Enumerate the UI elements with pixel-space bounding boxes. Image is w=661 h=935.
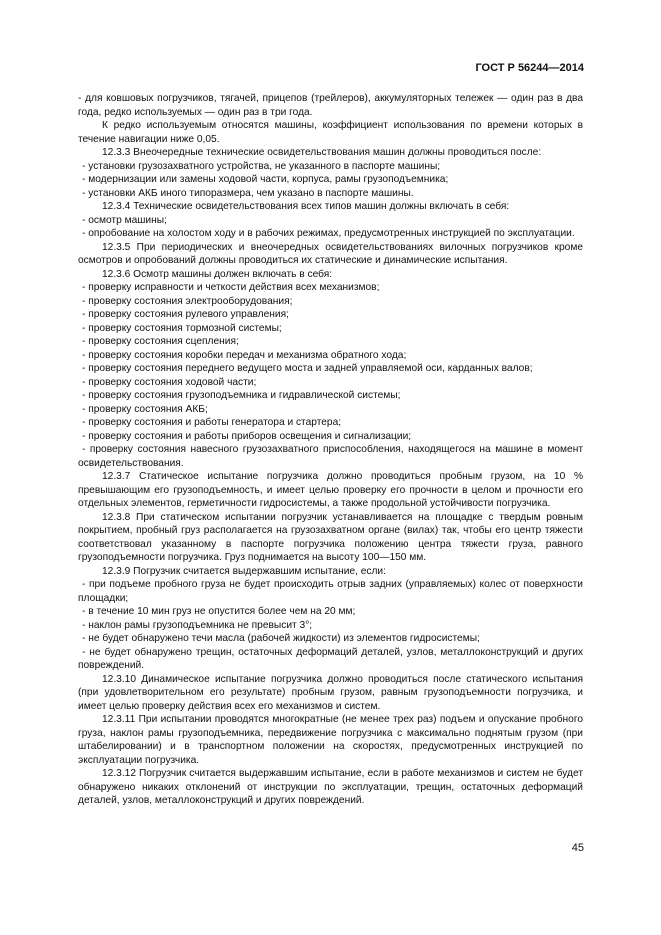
paragraph: - проверку состояния и работы приборов освещения и сигнализации; [82, 430, 412, 442]
paragraph: - не будет обнаружено течи масла (рабочей жидкости) из элементов гидросистемы; [82, 633, 480, 644]
paragraph: - для ковшовых погрузчиков, тягачей, прицепов (трейлеров), аккумуляторных тележек — один раз в два года, редко используемых — один раз в три года. [78, 93, 583, 118]
paragraph: - при подъеме пробного груза не будет происходить отрыв задних (управляемых) колес от поверхности площадки; [78, 579, 583, 604]
paragraph: - не будет обнаружено трещин, остаточных деформаций деталей, узлов, металлоконструкций и других повреждений. [78, 646, 583, 671]
paragraph: 12.3.5 При периодических и внеочередных освидетельствованиях вилочных погрузчиков кроме осмотров и опробований должны проводиться их статические и динамические испытания. [78, 241, 583, 266]
paragraph: - опробование на холостом ходу и в рабочих режимах, предусмотренных инструкцией по эксплуатации. [82, 228, 575, 239]
paragraph: 12.3.8 При статическом испытании погрузчик устанавливается на площадке с твердым ровным покрытием, пробный груз располагается на грузозахватном органе (вилах) так, чтобы его центр тяжести соответствовал указанному в паспорте погрузчика положению центра тяжести груза, равного грузоподъемности погрузчика. Груз поднимается на высоту 100—150 мм. [78, 511, 583, 563]
paragraph: - проверку состояния и работы генератора и стартера; [82, 417, 342, 428]
paragraph: - проверку состояния рулевого управления; [82, 309, 289, 320]
paragraph: - в течение 10 мин груз не опустится более чем на 20 мм; [82, 606, 356, 617]
paragraph: К редко используемым относятся машины, коэффициент использования по времени которых в течение навигации ниже 0,05. [78, 120, 583, 145]
paragraph: 12.3.7 Статическое испытание погрузчика должно проводиться пробным грузом, на 10 % превышающим его грузоподъемность, и имеет целью проверку его прочности в целом и прочности его отдельных элементов, герметичности гидросистемы, а также продольной устойчивости погрузчика. [78, 471, 583, 509]
paragraph: - проверку состояния навесного грузозахватного приспособления, находящегося на машине в момент освидетельствования. [78, 444, 583, 469]
paragraph: - осмотр машины; [82, 214, 167, 226]
page-number: 45 [571, 842, 584, 854]
paragraph: - установки грузозахватного устройства, не указанного в паспорте машины; [82, 160, 441, 172]
paragraph: - проверку состояния переднего ведущего моста и задней управляемой оси, карданных валов; [82, 363, 533, 374]
paragraph: - наклон рамы грузоподъемника не превысит 3°; [82, 619, 313, 631]
paragraph: - проверку состояния коробки передач и механизма обратного хода; [82, 349, 407, 361]
document-body [78, 92, 583, 808]
paragraph: - проверку состояния ходовой части; [82, 376, 257, 388]
paragraph: 12.3.3 Внеочередные технические освидетельствования машин должны проводиться после: [102, 147, 542, 158]
paragraph: 12.3.12 Погрузчик считается выдержавшим испытание, если в работе механизмов и систем не будет обнаружено никаких отклонений от инструкции по эксплуатации, трещин, остаточных деформаций деталей, узлов, металлоконструкций и других повреждений. [78, 768, 583, 806]
paragraph: 12.3.10 Динамическое испытание погрузчика должно проводиться после статического испытания (при удовлетворительном его результате) пробным грузом, равным грузоподъемности погрузчика, и имеет целью проверку действия всех его механизмов и систем. [78, 673, 583, 712]
document-id-header: ГОСТ Р 56244—2014 [475, 62, 584, 74]
paragraph: - проверку состояния сцепления; [82, 336, 239, 347]
paragraph: 12.3.6 Осмотр машины должен включать в себя: [102, 268, 333, 280]
paragraph: - модернизации или замены ходовой части, корпуса, рамы грузоподъемника; [82, 174, 449, 185]
paragraph: - проверку состояния электрооборудования; [82, 295, 293, 307]
paragraph: - проверку исправности и четкости действия всех механизмов; [82, 282, 380, 293]
paragraph: - установки АКБ иного типоразмера, чем указано в паспорте машины. [82, 187, 414, 199]
paragraph: - проверку состояния тормозной системы; [82, 322, 282, 334]
paragraph: 12.3.9 Погрузчик считается выдержавшим испытание, если: [102, 565, 386, 577]
paragraph: 12.3.4 Технические освидетельствования всех типов машин должны включать в себя: [102, 201, 510, 212]
paragraph: - проверку состояния АКБ; [82, 403, 208, 415]
paragraph: - проверку состояния грузоподъемника и гидравлической системы; [82, 390, 401, 401]
paragraph: 12.3.11 При испытании проводятся многократные (не менее трех раз) подъем и опускание пробного груза, наклон рамы грузоподъемника, передвижение погрузчика с максимально поднятым грузом (при штабелировании) и в транспортном положении на скоростях, предусмотренных инструкцией по эксплуатации погрузчика. [78, 714, 583, 766]
